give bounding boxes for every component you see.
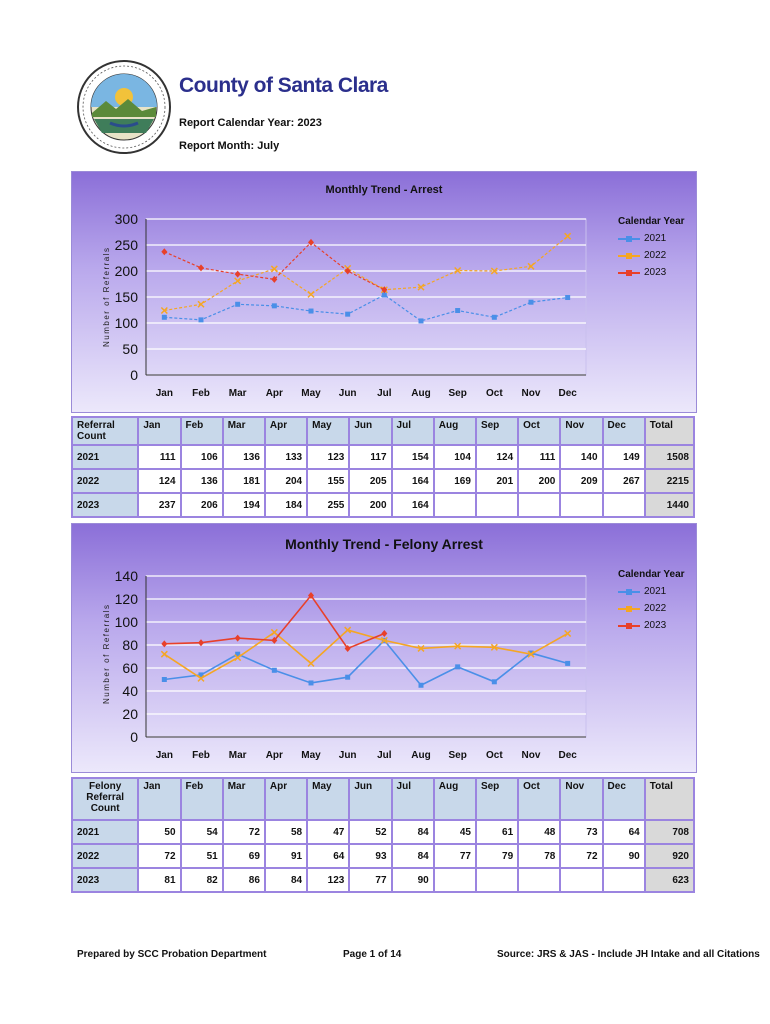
row-year: 2022 [72, 844, 138, 868]
row-total: 623 [645, 868, 694, 892]
y-tick-label: 60 [122, 660, 138, 676]
data-source: Source: JRS & JAS - Include JH Intake and all Citations [497, 949, 760, 960]
table-cell: 64 [603, 820, 645, 844]
x-tick-label: Mar [228, 388, 247, 399]
table-cell: 72 [138, 844, 180, 868]
y-tick-label: 250 [114, 237, 138, 253]
data-point [528, 263, 534, 269]
series-line-2022 [164, 236, 567, 310]
y-tick-label: 120 [114, 591, 138, 607]
county-title: County of Santa Clara [179, 74, 388, 97]
month-header: May [307, 417, 349, 445]
row-year: 2021 [72, 820, 138, 844]
data-point [162, 315, 167, 320]
legend-item-2021: 2021 [618, 583, 685, 600]
page-number: Page 1 of 14 [343, 949, 402, 960]
x-tick-label: Apr [265, 388, 283, 399]
row-year: 2023 [72, 868, 138, 892]
month-header: Apr [265, 417, 307, 445]
chart-title: Monthly Trend - Arrest [325, 184, 443, 196]
month-header: Jul [392, 417, 434, 445]
month-header: Jul [392, 778, 434, 820]
table-cell [518, 868, 560, 892]
month-header: Nov [560, 417, 602, 445]
table-cell: 117 [349, 445, 391, 469]
table-cell: 77 [349, 868, 391, 892]
table-cell: 78 [518, 844, 560, 868]
table-cell: 124 [476, 445, 518, 469]
data-point [235, 302, 240, 307]
table-cell: 194 [223, 493, 265, 517]
table-cell: 84 [265, 868, 307, 892]
table-cell: 82 [181, 868, 223, 892]
month-header: Aug [434, 778, 476, 820]
table-cell: 84 [392, 844, 434, 868]
data-point [345, 312, 350, 317]
table-cell: 136 [181, 469, 223, 493]
table-cell: 164 [392, 493, 434, 517]
x-tick-label: Sep [448, 388, 467, 399]
referral-count-table [71, 416, 695, 518]
y-tick-label: 0 [130, 367, 138, 383]
data-point [492, 679, 497, 684]
data-point [419, 318, 424, 323]
table-cell: 136 [223, 445, 265, 469]
x-tick-label: Jan [155, 388, 173, 399]
month-header: Nov [560, 778, 602, 820]
data-point [565, 661, 570, 666]
y-tick-label: 40 [122, 683, 138, 699]
table-cell: 90 [603, 844, 645, 868]
table-cell: 73 [560, 820, 602, 844]
chart-legend [618, 569, 685, 634]
table-cell: 201 [476, 469, 518, 493]
month-header: Apr [265, 778, 307, 820]
data-point [235, 278, 241, 284]
table-cell: 91 [265, 844, 307, 868]
data-point [272, 303, 277, 308]
y-tick-label: 20 [122, 706, 138, 722]
x-tick-label: Jun [338, 750, 357, 761]
table-cell: 140 [560, 445, 602, 469]
table-header-label: Referral Count [72, 417, 138, 445]
table-cell [434, 868, 476, 892]
x-tick-label: Feb [192, 388, 210, 399]
table-cell [476, 493, 518, 517]
report-month: Report Month: July [179, 140, 280, 152]
month-header: Feb [181, 778, 223, 820]
table-cell: 48 [518, 820, 560, 844]
x-tick-label: Aug [411, 750, 431, 761]
table-row [72, 445, 694, 469]
x-tick-label: Feb [192, 750, 210, 761]
table-cell [560, 868, 602, 892]
table-cell: 255 [307, 493, 349, 517]
x-tick-label: Dec [558, 388, 577, 399]
row-total: 2215 [645, 469, 694, 493]
month-header: May [307, 778, 349, 820]
x-tick-label: Aug [411, 388, 431, 399]
table-cell: 72 [560, 844, 602, 868]
month-header: Oct [518, 417, 560, 445]
x-tick-label: Jan [155, 750, 173, 761]
table-cell [560, 493, 602, 517]
x-tick-label: Oct [485, 388, 503, 399]
data-point [309, 309, 314, 314]
table-cell: 205 [349, 469, 391, 493]
table-cell: 81 [138, 868, 180, 892]
y-tick-label: 140 [114, 568, 138, 584]
county-seal-logo [76, 57, 172, 157]
table-cell: 204 [265, 469, 307, 493]
data-point [162, 677, 167, 682]
table-cell: 79 [476, 844, 518, 868]
table-cell [476, 868, 518, 892]
month-header: Feb [181, 417, 223, 445]
table-cell: 61 [476, 820, 518, 844]
data-point [161, 651, 167, 657]
data-point [235, 271, 241, 278]
table-cell: 47 [307, 820, 349, 844]
data-point [309, 680, 314, 685]
x-tick-label: May [301, 388, 321, 399]
felony-referral-count-table [71, 777, 695, 893]
x-tick-label: Jul [377, 388, 392, 399]
table-cell: 58 [265, 820, 307, 844]
table-cell: 200 [349, 493, 391, 517]
month-header: Oct [518, 778, 560, 820]
y-tick-label: 200 [114, 263, 138, 279]
table-cell: 77 [434, 844, 476, 868]
table-cell: 84 [392, 820, 434, 844]
table-cell: 200 [518, 469, 560, 493]
prepared-by: Prepared by SCC Probation Department [77, 949, 267, 960]
table-header-label: Felony Referral Count [72, 778, 138, 820]
month-header: Jun [349, 417, 391, 445]
table-cell: 155 [307, 469, 349, 493]
table-cell: 64 [307, 844, 349, 868]
table-cell: 93 [349, 844, 391, 868]
data-point [492, 315, 497, 320]
month-header: Dec [603, 778, 645, 820]
table-cell: 54 [181, 820, 223, 844]
x-tick-label: Dec [558, 750, 577, 761]
data-point [419, 683, 424, 688]
table-header-row [72, 417, 694, 445]
table-row [72, 868, 694, 892]
table-cell: 106 [181, 445, 223, 469]
table-cell [518, 493, 560, 517]
table-cell [603, 868, 645, 892]
data-point [455, 664, 460, 669]
month-header: Sep [476, 778, 518, 820]
y-tick-label: 150 [114, 289, 138, 305]
data-point [565, 631, 571, 637]
table-cell: 209 [560, 469, 602, 493]
table-cell: 72 [223, 820, 265, 844]
total-header: Total [645, 778, 694, 820]
legend-item-2022: 2022 [618, 247, 685, 264]
table-row [72, 844, 694, 868]
month-header: Jan [138, 778, 180, 820]
month-header: Mar [223, 417, 265, 445]
month-header: Aug [434, 417, 476, 445]
x-tick-label: Nov [521, 750, 541, 761]
row-total: 1440 [645, 493, 694, 517]
table-cell: 181 [223, 469, 265, 493]
row-total: 1508 [645, 445, 694, 469]
data-point [381, 630, 387, 637]
table-cell: 111 [138, 445, 180, 469]
month-header: Sep [476, 417, 518, 445]
legend-item-2023: 2023 [618, 617, 685, 634]
x-tick-label: Jun [338, 388, 357, 399]
x-tick-label: Nov [521, 388, 541, 399]
table-cell: 133 [265, 445, 307, 469]
table-cell: 86 [223, 868, 265, 892]
table-cell: 45 [434, 820, 476, 844]
legend-title: Calendar Year [618, 569, 685, 580]
row-total: 708 [645, 820, 694, 844]
month-header: Jun [349, 778, 391, 820]
x-tick-label: Apr [265, 750, 283, 761]
table-cell: 69 [223, 844, 265, 868]
chart-legend [618, 216, 685, 281]
table-cell: 50 [138, 820, 180, 844]
data-point [199, 317, 204, 322]
table-cell: 149 [603, 445, 645, 469]
data-point [235, 635, 241, 642]
data-point [565, 295, 570, 300]
x-tick-label: Jul [377, 750, 392, 761]
y-tick-label: 80 [122, 637, 138, 653]
month-header: Jan [138, 417, 180, 445]
legend-item-2023: 2023 [618, 264, 685, 281]
legend-item-2021: 2021 [618, 230, 685, 247]
y-axis-label: Number of Referrals [102, 603, 111, 704]
table-cell: 123 [307, 445, 349, 469]
x-tick-label: Oct [485, 750, 503, 761]
month-header: Dec [603, 417, 645, 445]
y-tick-label: 300 [114, 211, 138, 227]
plot-area [146, 576, 586, 737]
data-point [308, 660, 314, 666]
data-point [529, 300, 534, 305]
y-axis-label: Number of Referrals [102, 246, 111, 347]
table-cell: 51 [181, 844, 223, 868]
data-point [161, 248, 167, 255]
table-cell [603, 493, 645, 517]
report-calendar-year: Report Calendar Year: 2023 [179, 117, 322, 129]
data-point [565, 233, 571, 239]
table-cell: 237 [138, 493, 180, 517]
table-cell [434, 493, 476, 517]
table-cell: 123 [307, 868, 349, 892]
arrest-trend-chart [71, 171, 697, 413]
x-tick-label: Sep [448, 750, 467, 761]
table-cell: 124 [138, 469, 180, 493]
y-tick-label: 100 [114, 614, 138, 630]
data-point [345, 675, 350, 680]
data-point [161, 640, 167, 647]
data-point [455, 308, 460, 313]
table-header-row [72, 778, 694, 820]
y-tick-label: 100 [114, 315, 138, 331]
table-cell: 206 [181, 493, 223, 517]
chart-title: Monthly Trend - Felony Arrest [285, 536, 483, 552]
row-year: 2021 [72, 445, 138, 469]
data-point [345, 268, 351, 275]
table-cell: 111 [518, 445, 560, 469]
total-header: Total [645, 417, 694, 445]
y-tick-label: 50 [122, 341, 138, 357]
row-year: 2023 [72, 493, 138, 517]
row-year: 2022 [72, 469, 138, 493]
table-cell: 169 [434, 469, 476, 493]
series-line-2021 [164, 295, 567, 321]
row-total: 920 [645, 844, 694, 868]
legend-title: Calendar Year [618, 216, 685, 227]
table-cell: 267 [603, 469, 645, 493]
chart-plot [72, 172, 696, 412]
table-cell: 52 [349, 820, 391, 844]
data-point [272, 668, 277, 673]
table-cell: 104 [434, 445, 476, 469]
data-point [271, 629, 277, 635]
table-row [72, 469, 694, 493]
x-tick-label: May [301, 750, 321, 761]
table-cell: 154 [392, 445, 434, 469]
chart-plot [72, 524, 696, 772]
y-tick-label: 0 [130, 729, 138, 745]
table-cell: 90 [392, 868, 434, 892]
x-tick-label: Mar [228, 750, 247, 761]
data-point [198, 264, 204, 271]
felony-arrest-trend-chart [71, 523, 697, 773]
legend-item-2022: 2022 [618, 600, 685, 617]
table-cell: 164 [392, 469, 434, 493]
series-line-2021 [164, 640, 567, 685]
table-row [72, 493, 694, 517]
month-header: Mar [223, 778, 265, 820]
table-row [72, 820, 694, 844]
table-cell: 184 [265, 493, 307, 517]
